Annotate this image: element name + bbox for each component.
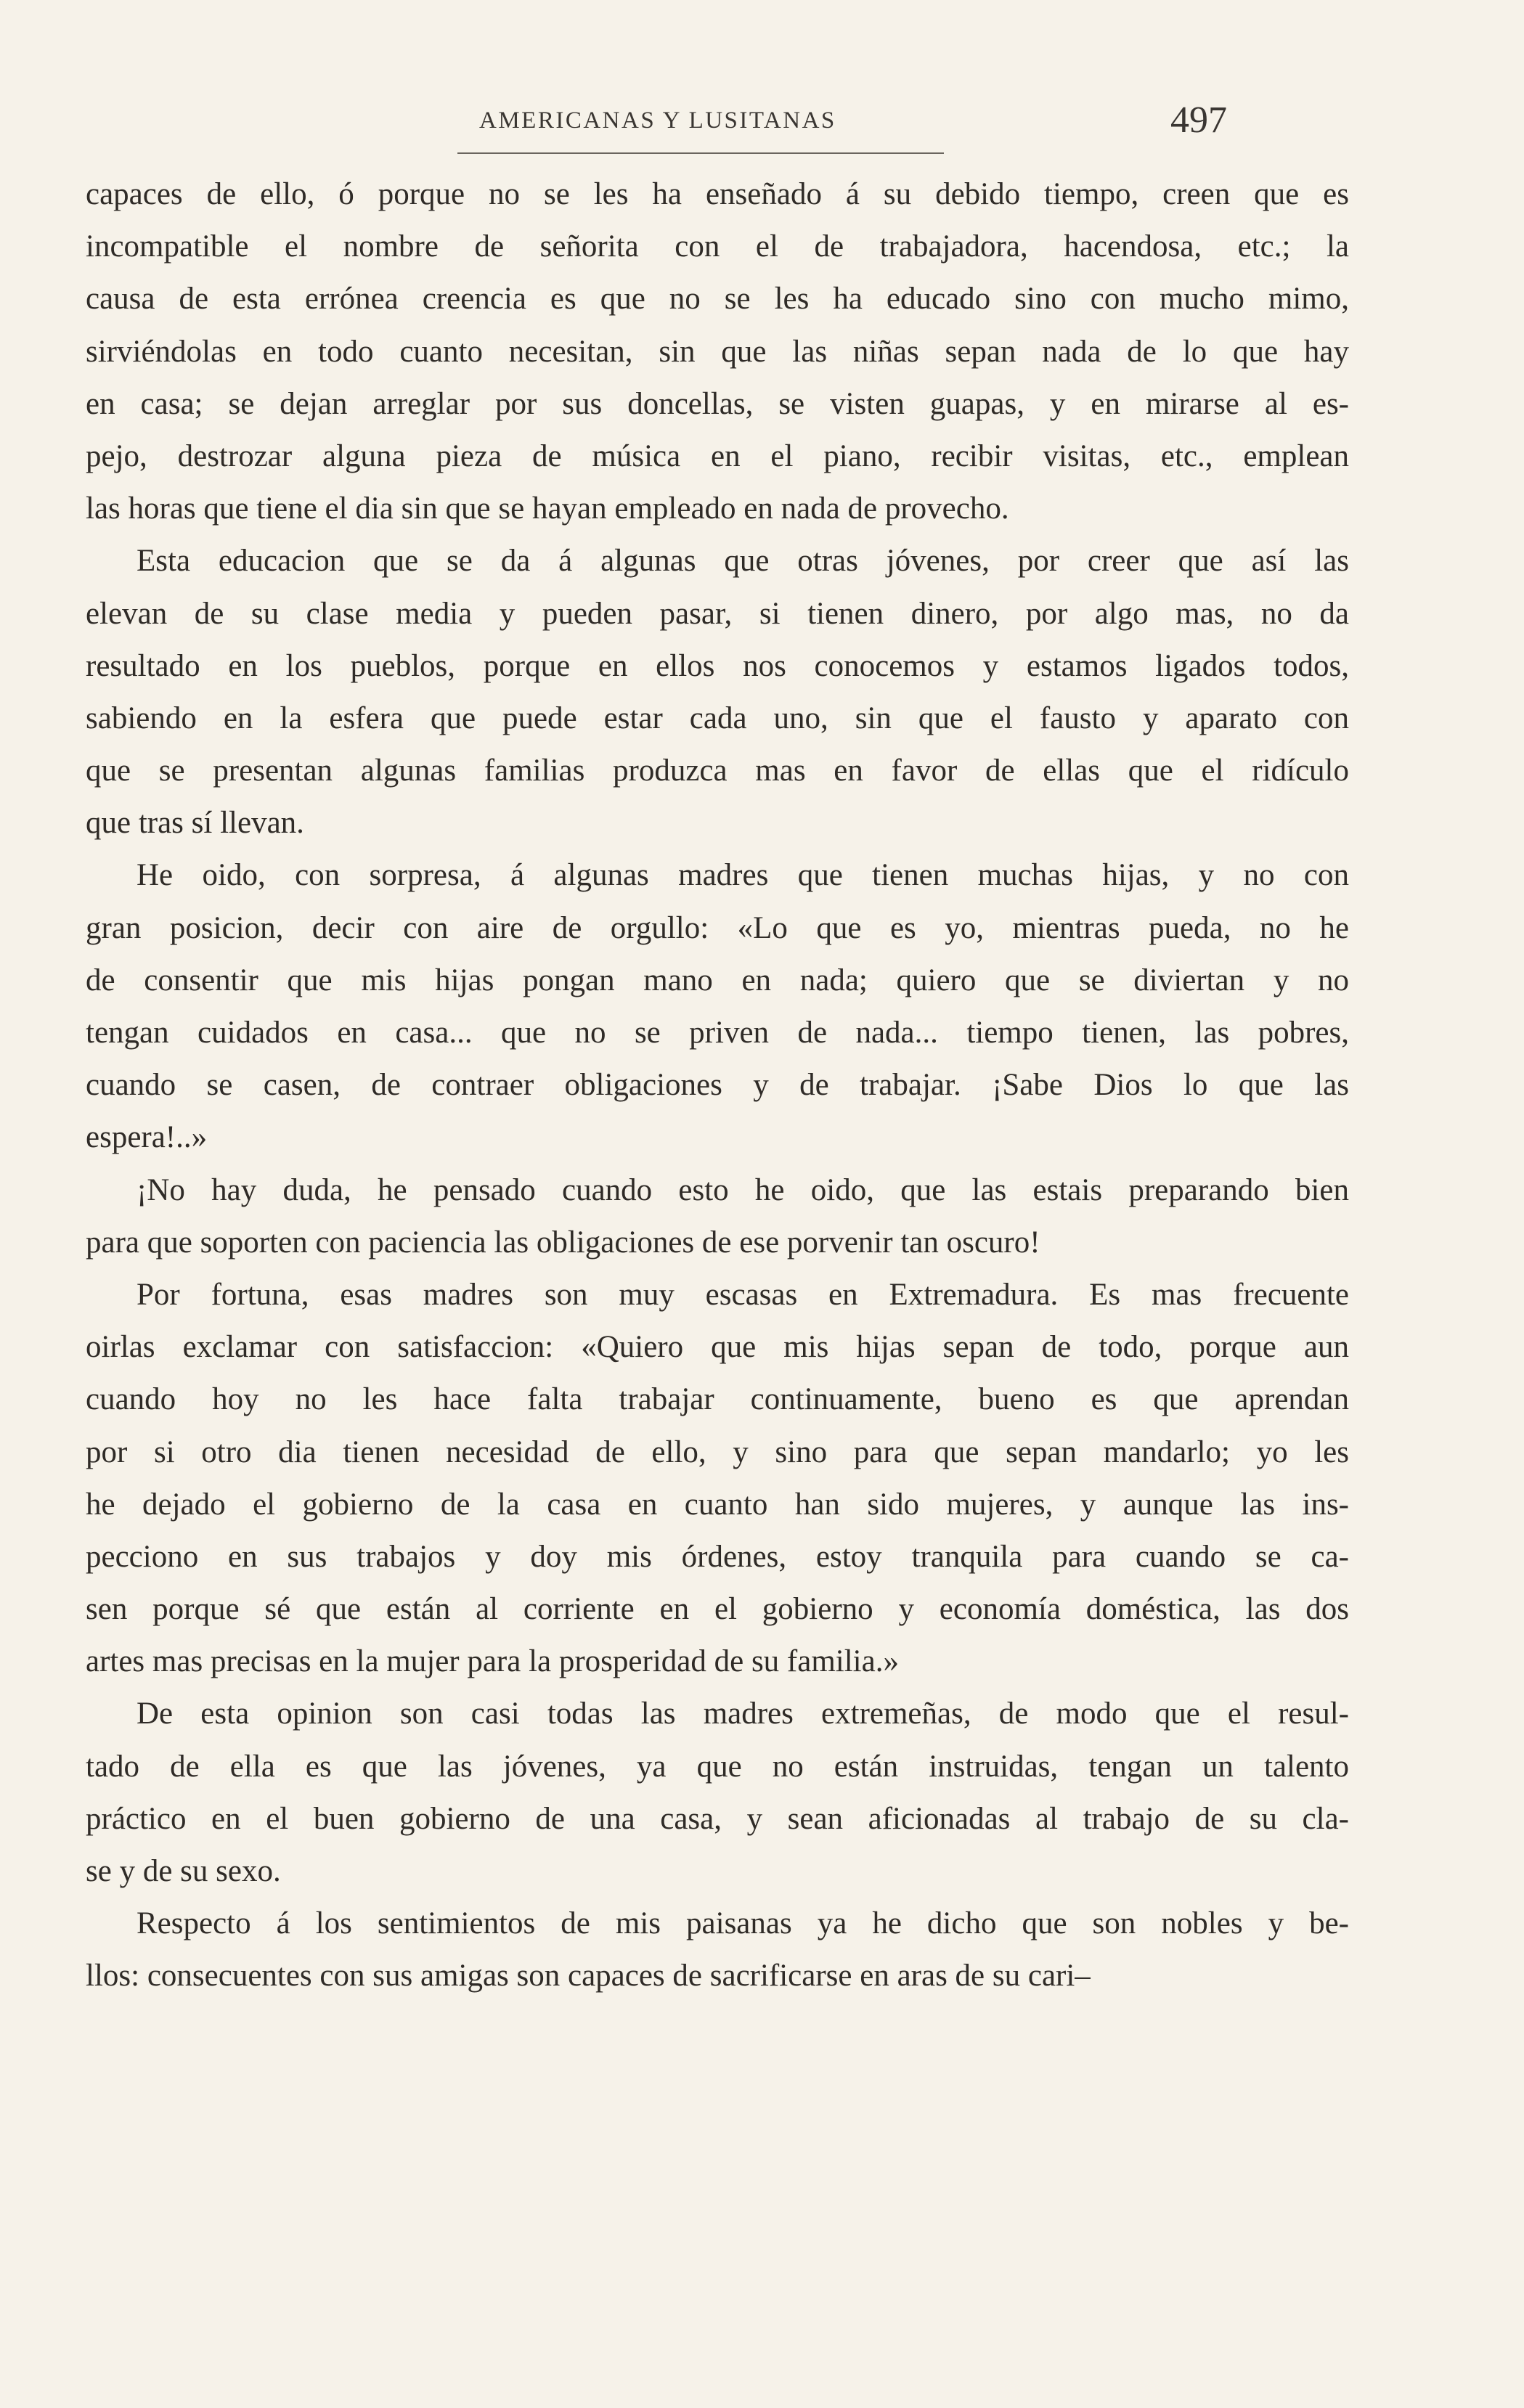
text-line: de consentir que mis hijas pongan mano en nada; quiero que se diviertan y no (86, 963, 1349, 997)
page-number: 497 (1170, 99, 1227, 141)
text-line: artes mas precisas en la mujer para la prosperidad de su familia.» (86, 1644, 899, 1679)
text-line: elevan de su clase media y pueden pasar, si tienen dinero, por algo mas, no da (86, 596, 1349, 631)
paragraph (86, 535, 1349, 849)
running-head: AMERICANAS Y LUSITANAS (479, 107, 836, 134)
text-line: se y de su sexo. (86, 1854, 281, 1888)
text-line: las horas que tiene el dia sin que se hayan empleado en nada de provecho. (86, 491, 1009, 526)
text-line: llos: consecuentes con sus amigas son capaces de sacrificarse en aras de su cari– (86, 1959, 1091, 1993)
text-line: ¡No hay duda, he pensado cuando esto he oido, que las estais preparando bien (136, 1172, 1349, 1207)
text-line: oirlas exclamar con satisfaccion: «Quiero que mis hijas sepan de todo, porque aun (86, 1330, 1349, 1365)
header-rule (457, 152, 944, 154)
paragraph (86, 1688, 1349, 1898)
text-line: cuando se casen, de contraer obligaciones y de trabajar. ¡Sabe Dios lo que las (86, 1068, 1349, 1103)
text-line: sabiendo en la esfera que puede estar cada uno, sin que el fausto y aparato con (86, 701, 1349, 735)
text-line: Por fortuna, esas madres son muy escasas en Extremadura. Es mas frecuente (136, 1277, 1349, 1312)
text-line: sirviéndolas en todo cuanto necesitan, sin que las niñas sepan nada de lo que hay (86, 334, 1349, 369)
text-line: capaces de ello, ó porque no se les ha enseñado á su debido tiempo, creen que es (86, 177, 1349, 211)
text-line: he dejado el gobierno de la casa en cuanto han sido mujeres, y aunque las ins- (86, 1487, 1349, 1522)
text-line: práctico en el buen gobierno de una casa, y sean aficionadas al trabajo de su cla- (86, 1801, 1349, 1836)
paragraph (86, 1269, 1349, 1689)
text-line: tado de ella es que las jóvenes, ya que no están instruidas, tengan un talento (86, 1749, 1349, 1784)
body-text (86, 168, 1349, 2003)
text-line: tengan cuidados en casa... que no se priven de nada... tiempo tienen, las pobres, (86, 1016, 1349, 1050)
text-line: pejo, destrozar alguna pieza de música en el piano, recibir visitas, etc., emplean (86, 438, 1349, 473)
paragraph (86, 1898, 1349, 2002)
text-line: He oido, con sorpresa, á algunas madres que tienen muchas hijas, y no con (136, 858, 1349, 893)
text-line: De esta opinion son casi todas las madres extremeñas, de modo que el resul- (136, 1697, 1349, 1731)
text-line: espera!..» (86, 1120, 208, 1155)
text-line: gran posicion, decir con aire de orgullo: «Lo que es yo, mientras pueda, no he (86, 910, 1349, 945)
page-header (457, 100, 1227, 158)
text-line: que se presentan algunas familias produzca mas en favor de ellas que el ridículo (86, 754, 1349, 788)
text-line: resultado en los pueblos, porque en ellos nos conocemos y estamos ligados todos, (86, 648, 1349, 683)
text-line: causa de esta errónea creencia es que no se les ha educado sino con mucho mimo, (86, 282, 1349, 317)
paragraph (86, 1164, 1349, 1269)
text-line: en casa; se dejan arreglar por sus doncellas, se visten guapas, y en mirarse al es- (86, 386, 1349, 421)
text-line: sen porque sé que están al corriente en el gobierno y economía doméstica, las dos (86, 1592, 1349, 1627)
paragraph (86, 849, 1349, 1164)
text-line: Respecto á los sentimientos de mis paisanas ya he dicho que son nobles y be- (136, 1906, 1349, 1941)
text-line: pecciono en sus trabajos y doy mis órdenes, estoy tranquila para cuando se ca- (86, 1539, 1349, 1574)
text-line: por si otro dia tienen necesidad de ello, y sino para que sepan mandarlo; yo les (86, 1434, 1349, 1469)
text-line: cuando hoy no les hace falta trabajar continuamente, bueno es que aprendan (86, 1382, 1349, 1417)
paragraph (86, 168, 1349, 535)
text-line: para que soporten con paciencia las obligaciones de ese porvenir tan oscuro! (86, 1225, 1040, 1260)
text-line: Esta educacion que se da á algunas que otras jóvenes, por creer que así las (136, 544, 1349, 579)
text-line: incompatible el nombre de señorita con el de trabajadora, hacendosa, etc.; la (86, 229, 1349, 264)
text-line: que tras sí llevan. (86, 806, 304, 841)
